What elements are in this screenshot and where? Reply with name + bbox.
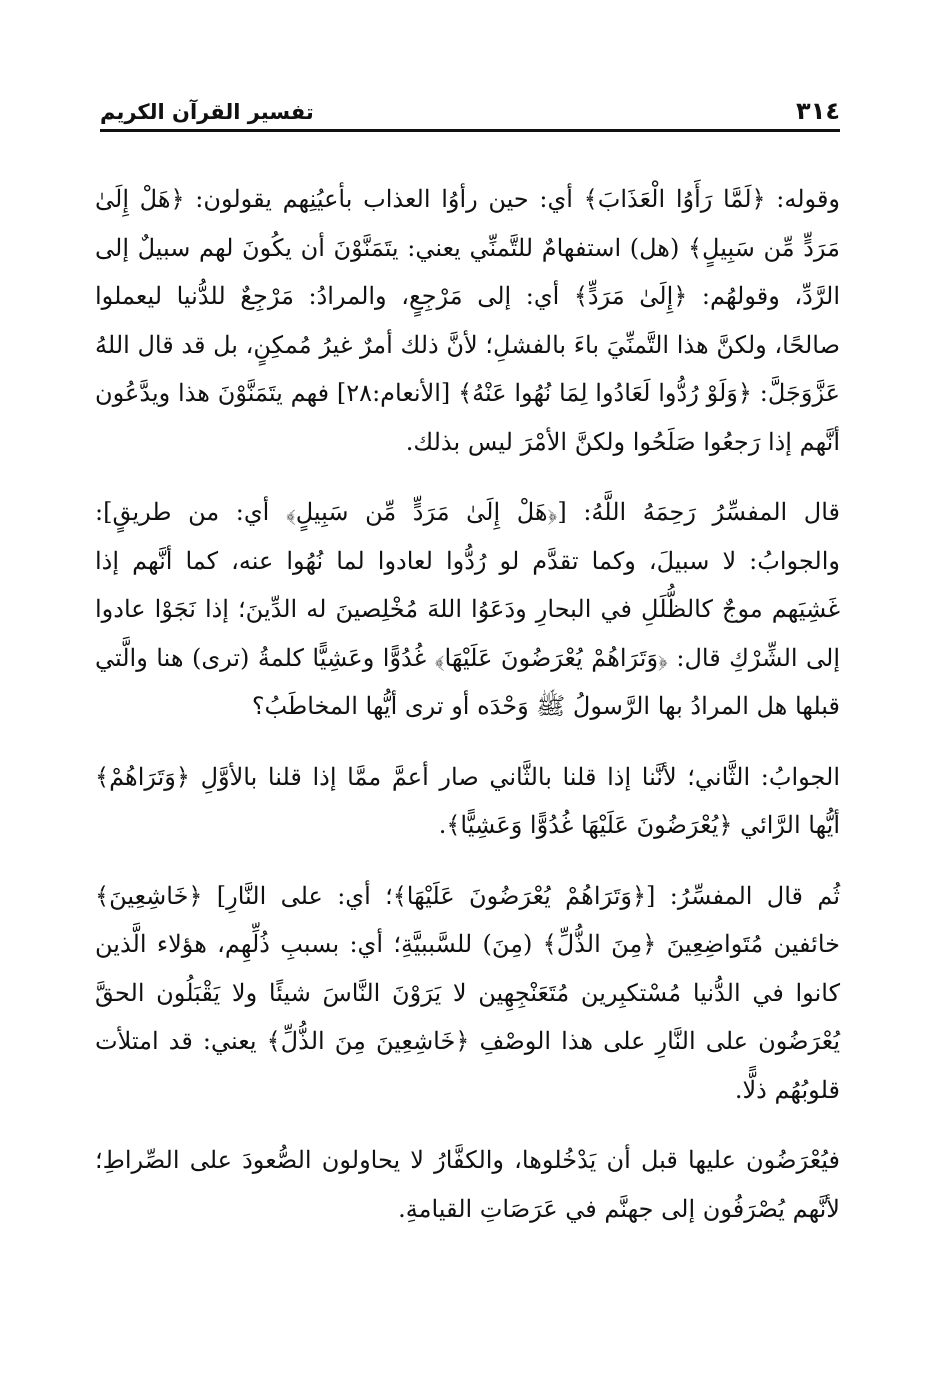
header-rule [100, 129, 840, 132]
paragraph-2: قال المفسِّرُ رَحِمَهُ اللَّهُ: [﴿هَلْ إِلَىٰ مَرَدٍّ مِّن سَبِيلٍ﴾ أي: من طريقٍ]: والجوابُ: لا سبيلَ، وكما تقدَّم لو رُدُّوا لعادوا لما نُهُوا عنه، كما أنَّهم إذا غَشِيَهم موجٌ كالظُّلَلِ في البحارِ ودَعَوُا اللهَ مُخْلِصينَ له الدِّينَ؛ إذا نَجَوْا عادوا إلى الشِّرْكِ قال: ﴿وَتَرَاهُمْ يُعْرَضُونَ عَلَيْهَا﴾ غُدُوًّا وعَشِيًّا كلمةُ (ترى) هنا والَّتي قبلها هل المرادُ بها الرَّسولُ ﷺ وَحْدَه أو ترى أيُّها المخاطَبُ؟ [95, 498, 840, 720]
paragraph-3: الجوابُ: الثَّاني؛ لأنَّنا إذا قلنا بالثَّاني صار أعمَّ ممَّا إذا قلنا بالأوَّلِ ﴿وَتَرَاهُمْ﴾ أيُّها الرَّائي ﴿يُعْرَضُونَ عَلَيْهَا غُدُوًّا وَعَشِيًّا﴾. [95, 762, 840, 839]
page-body [95, 175, 840, 1255]
paragraph-4: ثُم قال المفسِّرُ: [﴿وَتَرَاهُمْ يُعْرَضُونَ عَلَيْهَا﴾؛ أي: على النَّارِ] ﴿خَاشِعِينَ﴾ خائفين مُتَواضِعِينَ ﴿مِنَ الذُّلِّ﴾ (مِنَ) للسَّببيَّةِ؛ أي: بسببِ ذُلِّهِم، هؤلاء الَّذين كانوا في الدُّنيا مُسْتكبِرين مُتَعَنْجِهِين لا يَرَوْنَ النَّاسَ شيئًا ولا يَقْبَلُون الحقَّ يُعْرَضُون على النَّارِ على هذا الوصْفِ ﴿خَاشِعِينَ مِنَ الذُّلِّ﴾ يعني: قد امتلأت قلوبُهُم ذلًّا. [95, 881, 841, 1104]
paragraph-5: فيُعْرَضُون عليها قبل أن يَدْخُلوها، والكفَّارُ لا يحاولون الصُّعودَ على الصِّراطِ؛ لأنَّهم يُصْرَفُون إلى جهنَّم في عَرَصَاتِ القيامةِ. [95, 1146, 840, 1223]
paragraph-1: وقوله: ﴿لَمَّا رَأَوُا الْعَذَابَ﴾ أي: حين رأوُا العذاب بأعيُنِهم يقولون: ﴿هَلْ إِلَىٰ مَرَدٍّ مِّن سَبِيلٍ﴾ (هل) استفهامٌ للتَّمنِّي يعني: يتَمَنَّوْنَ أن يكُونَ لهم سبيلٌ إلى الرَّدِّ، وقولهُم: ﴿إِلَىٰ مَرَدٍّ﴾ أي: إلى مَرْجِعٍ، والمرادُ: مَرْجِعٌ للدُّنيا ليعملوا صالحًا، ولكنَّ هذا التَّمنِّيَ باءَ بالفشلِ؛ لأنَّ ذلك أمرٌ غيرُ مُمكِنٍ، بل قد قال اللهُ عَزَّوَجَلَّ: ﴿وَلَوْ رُدُّوا لَعَادُوا لِمَا نُهُوا عَنْهُ﴾ [الأنعام:٢٨] فهم يتَمَنَّوْنَ هذا ويدَّعُون أنَّهم إذا رَجعُوا صَلَحُوا ولكنَّ الأمْرَ ليس بذلك. [95, 185, 841, 456]
page-header [100, 96, 840, 130]
page-number: ٣١٤ [796, 97, 840, 125]
running-title: تفسير القرآن الكريم [100, 100, 314, 124]
